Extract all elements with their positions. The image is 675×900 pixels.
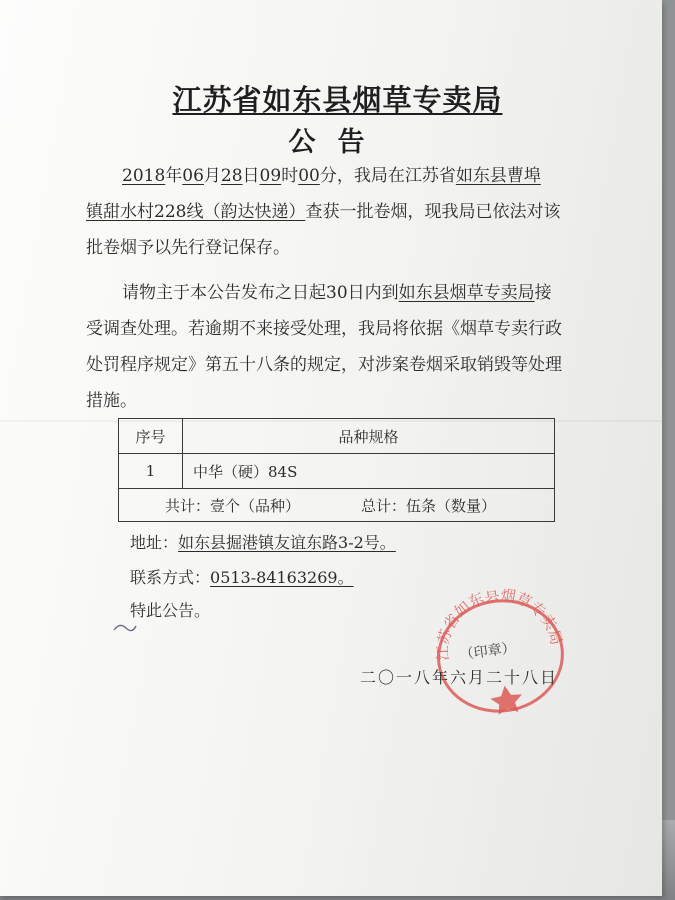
- seizure-text-b: 批卷烟予以先行登记保存。: [86, 238, 290, 258]
- paragraph-line: [86, 194, 586, 230]
- seal-center-text: （印章）: [458, 639, 517, 664]
- notice-paragraph: [86, 275, 586, 419]
- closing-line: 特此公告。: [130, 601, 211, 620]
- total-kinds: 共计：壹个（品种）: [165, 496, 301, 515]
- row-serial: 1: [119, 454, 183, 488]
- seal-ring-path: 江苏省如东县烟草专卖局: [433, 585, 566, 661]
- table-row: [119, 454, 554, 489]
- minute-suffix: 分，我局在江苏省: [319, 166, 456, 186]
- header-serial: 序号: [119, 419, 183, 453]
- table-header-row: [119, 419, 554, 454]
- contact-line: [130, 565, 354, 588]
- address-line: [130, 530, 396, 553]
- address-value: 如东县掘港镇友谊东路3-2号。: [178, 533, 396, 552]
- year-suffix: 年: [165, 166, 183, 186]
- notice-text-end: 接: [534, 283, 552, 303]
- seizure-paragraph: [86, 158, 586, 266]
- notice-text-start: 请物主于本公告发布之日起30日内到: [122, 283, 399, 303]
- contact-label: 联系方式：: [130, 568, 211, 587]
- notice-line-4: 措施。: [86, 391, 137, 411]
- table-total-row: [119, 489, 554, 521]
- seizure-minute: 00: [298, 166, 320, 186]
- seizure-day: 28: [220, 166, 243, 186]
- paragraph-line: [86, 275, 586, 311]
- notice-date: 二〇一八年六月二十八日: [360, 668, 559, 687]
- seizure-location-b: 镇甜水村228线（韵达快递）: [86, 202, 306, 222]
- contact-value: 0513-84163269。: [210, 568, 354, 587]
- pen-mark-icon: [112, 620, 138, 634]
- paragraph-line: [86, 158, 586, 194]
- seized-goods-table: [118, 418, 555, 522]
- row-spec: 中华（硬）84S: [193, 462, 298, 481]
- seizure-month: 06: [182, 166, 204, 186]
- issuer-title: 江苏省如东县烟草专卖局: [172, 83, 503, 117]
- seizure-year: 2018: [122, 166, 166, 186]
- total-quantity: 总计：伍条（数量）: [361, 496, 497, 515]
- notice-line-3: 处罚程序规定》第五十八条的规定，对涉案卷烟采取销毁等处理: [86, 355, 562, 375]
- office-name: 如东县烟草专卖局: [398, 283, 535, 303]
- official-seal-icon: [422, 581, 578, 724]
- header-spec: 品种规格: [338, 427, 399, 446]
- month-suffix: 月: [203, 166, 221, 186]
- hour-suffix: 时: [281, 166, 299, 186]
- notice-heading: 公告: [288, 127, 387, 158]
- day-suffix: 日: [242, 166, 260, 186]
- address-label: 地址：: [130, 533, 179, 552]
- seizure-text-a: 查获一批卷烟，现我局已依法对该: [305, 202, 561, 222]
- seizure-location-a: 如东县曹埠: [455, 166, 541, 186]
- notice-line-2: 受调查处理。若逾期不来接受处理，我局将依据《烟草专卖行政: [86, 319, 562, 339]
- seizure-hour: 09: [259, 166, 282, 186]
